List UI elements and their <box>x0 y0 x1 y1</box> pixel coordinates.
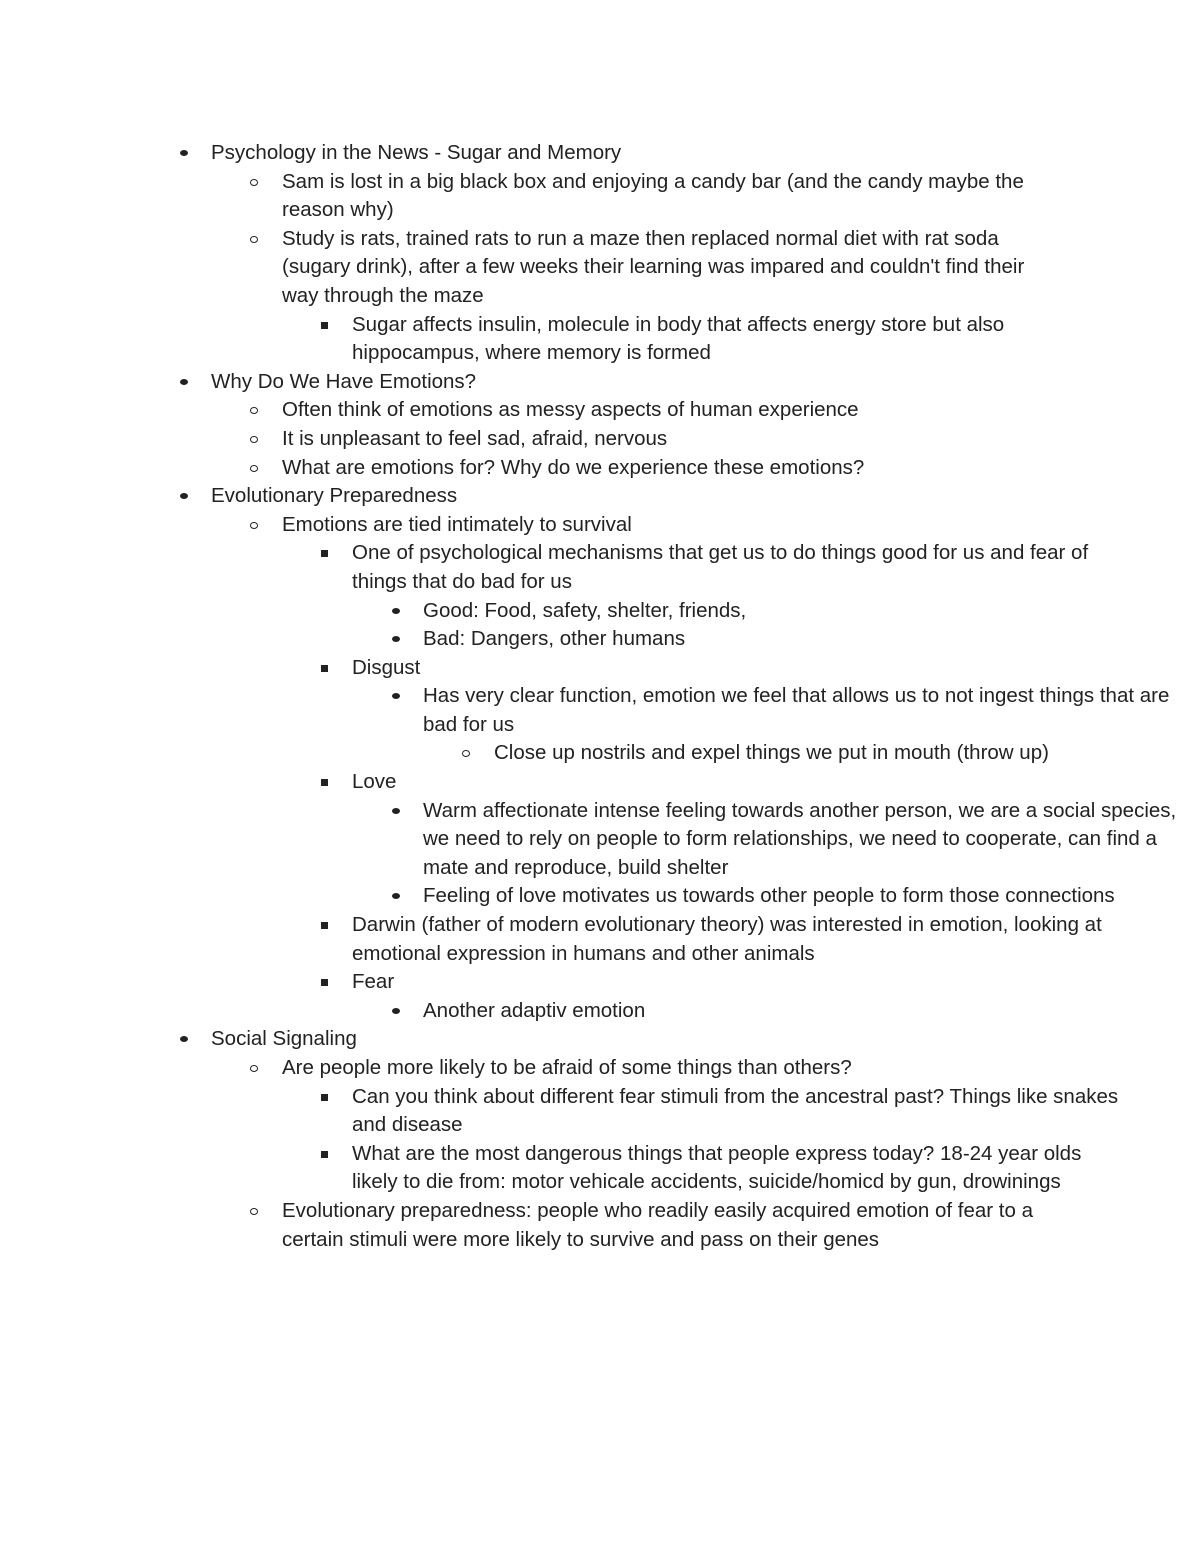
list-item <box>0 1197 1200 1254</box>
circle-bullet-icon <box>246 225 266 254</box>
list-item-text: Good: Food, safety, shelter, friends, <box>423 598 747 622</box>
list-item-text: Psychology in the News - Sugar and Memory <box>211 141 622 164</box>
disc-bullet-icon <box>387 882 407 911</box>
square-bullet-icon <box>316 911 336 940</box>
circle-bullet-icon <box>246 168 266 197</box>
list-item-text: Sam is lost in a big black box and enjoying a candy bar (and the candy maybe the reason why) <box>282 169 1024 222</box>
list-item <box>0 511 1200 540</box>
circle-bullet-icon <box>246 454 266 483</box>
disc-bullet-icon <box>175 1025 195 1054</box>
list-item <box>0 539 1200 596</box>
square-bullet-icon <box>316 768 336 797</box>
list-item-text: Often think of emotions as messy aspects of human experience <box>282 398 859 422</box>
list-item-text: Close up nostrils and expel things we put in mouth (throw up) <box>494 741 1049 765</box>
disc-bullet-icon <box>175 368 195 397</box>
disc-bullet-icon <box>387 997 407 1026</box>
list-item <box>0 168 1200 225</box>
list-item-text: Warm affectionate intense feeling towards another person, we are a social species, we need to rely on people to form relationships, we need to cooperate, can find a mate and reproduce, build shelter <box>423 798 1177 879</box>
list-item <box>0 682 1200 739</box>
circle-bullet-icon <box>458 739 478 768</box>
disc-bullet-icon <box>387 597 407 626</box>
list-item <box>0 1140 1200 1197</box>
list-item-text: Emotions are tied intimately to survival <box>282 512 632 536</box>
list-item-text: Bad: Dangers, other humans <box>423 627 686 651</box>
square-bullet-icon <box>316 654 336 683</box>
circle-bullet-icon <box>246 396 266 425</box>
list-item <box>0 768 1200 797</box>
list-item <box>0 597 1200 626</box>
list-item-text: Fear <box>352 970 395 994</box>
list-item-text: Evolutionary Preparedness <box>211 484 458 508</box>
circle-bullet-icon <box>246 511 266 540</box>
list-item <box>0 797 1200 883</box>
list-item <box>0 1083 1200 1140</box>
document-page <box>0 139 1200 1254</box>
list-item-text: It is unpleasant to feel sad, afraid, nervous <box>282 426 668 450</box>
list-item <box>0 882 1200 911</box>
square-bullet-icon <box>316 1140 336 1169</box>
circle-bullet-icon <box>246 1197 266 1226</box>
list-item-text: Has very clear function, emotion we feel that allows us to not ingest things that are bad for us <box>423 684 1170 736</box>
list-item <box>0 368 1200 397</box>
list-item-text: Darwin (father of modern evolutionary theory) was interested in emotion, looking at emotional expression in humans and other animals <box>352 913 1102 965</box>
disc-bullet-icon <box>175 139 195 168</box>
list-item <box>0 654 1200 683</box>
list-item-text: Why Do We Have Emotions? <box>211 369 477 393</box>
list-item <box>0 454 1200 483</box>
list-item-text: Feeling of love motivates us towards other people to form those connections <box>423 884 1115 908</box>
list-item <box>0 225 1200 311</box>
list-item-text: One of psychological mechanisms that get us to do things good for us and fear of things that do bad for us <box>352 541 1089 593</box>
list-item-text: Evolutionary preparedness: people who readily easily acquired emotion of fear to a certain stimuli were more likely to survive and pass on their genes <box>282 1198 1033 1251</box>
square-bullet-icon <box>316 1083 336 1112</box>
list-item-text: Study is rats, trained rats to run a maze then replaced normal diet with rat soda (sugary drink), after a few weeks their learning was impared and couldn't find their way through the maze <box>282 226 1025 307</box>
list-item <box>0 911 1200 968</box>
list-item-text: Are people more likely to be afraid of some things than others? <box>282 1056 852 1079</box>
disc-bullet-icon <box>175 482 195 511</box>
list-item-text: What are the most dangerous things that people express today? 18-24 year olds likely to die from: motor vehicale accidents, suicide/homicd by gun, drowinings <box>352 1141 1082 1194</box>
list-item-text: What are emotions for? Why do we experience these emotions? <box>282 455 865 479</box>
list-item <box>0 311 1200 368</box>
list-item <box>0 1025 1200 1054</box>
disc-bullet-icon <box>387 682 407 711</box>
list-item-text: Disgust <box>352 655 421 679</box>
list-item <box>0 968 1200 997</box>
square-bullet-icon <box>316 539 336 568</box>
disc-bullet-icon <box>387 797 407 826</box>
list-item-text: Social Signaling <box>211 1027 357 1051</box>
list-item <box>0 396 1200 425</box>
list-item <box>0 739 1200 768</box>
list-item <box>0 1054 1200 1083</box>
circle-bullet-icon <box>246 1054 266 1083</box>
list-item-text: Another adaptiv emotion <box>423 998 646 1022</box>
square-bullet-icon <box>316 311 336 340</box>
square-bullet-icon <box>316 968 336 997</box>
list-item <box>0 139 1200 168</box>
circle-bullet-icon <box>246 425 266 454</box>
list-item-text: Love <box>352 770 397 794</box>
list-item <box>0 625 1200 654</box>
list-item-text: Sugar affects insulin, molecule in body that affects energy store but also hippocampus, where memory is formed <box>352 312 1005 365</box>
list-item <box>0 425 1200 454</box>
list-item <box>0 997 1200 1026</box>
list-item-text: Can you think about different fear stimuli from the ancestral past? Things like snakes and disease <box>352 1084 1119 1137</box>
disc-bullet-icon <box>387 625 407 654</box>
list-item <box>0 482 1200 511</box>
